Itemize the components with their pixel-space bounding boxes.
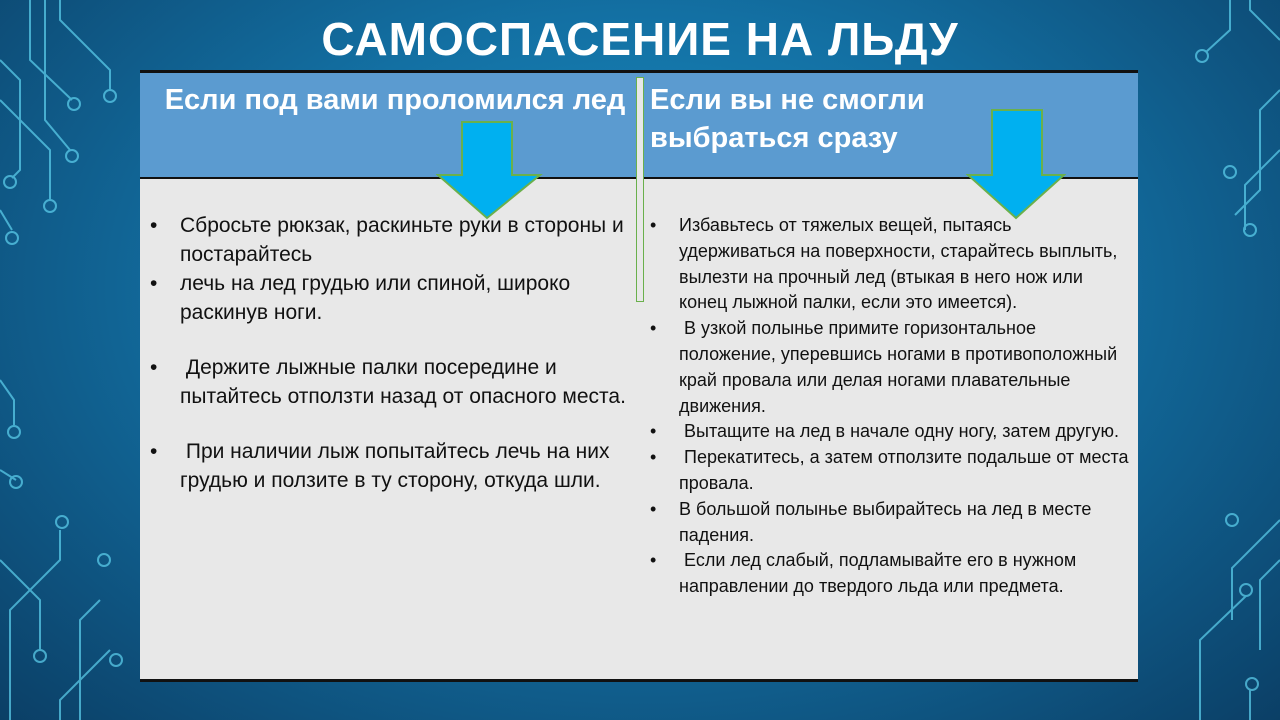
list-item-text: В узкой полынье примите горизонтальное положение, уперевшись ногами в противоположный край провала или делая ногами плавательные движения. bbox=[679, 318, 1123, 416]
list-item-text: лечь на лед грудью или спиной, широко раскинув ноги. bbox=[180, 272, 571, 324]
left-column-header: Если под вами проломился лед bbox=[164, 84, 626, 116]
list-item bbox=[140, 211, 630, 269]
list-item-text: Если лед слабый, подламывайте его в нужном направлении до твердого льда или предмета. bbox=[679, 550, 1082, 597]
column-divider bbox=[636, 77, 644, 302]
bullet: • bbox=[650, 318, 657, 339]
bullet: • bbox=[650, 447, 657, 468]
list-item-text: Перекатитесь, а затем отползите подальше от места провала. bbox=[679, 447, 1134, 493]
list-item-text: Держите лыжные палки посередине и пытайтесь отползти назад от опасного места. bbox=[180, 356, 626, 408]
list-item bbox=[650, 497, 1130, 549]
list-item bbox=[650, 445, 1134, 497]
bullet: • bbox=[150, 440, 158, 463]
list-item bbox=[650, 316, 1130, 419]
list-item-text: Вытащите на лед в начале одну ногу, затем другую. bbox=[679, 421, 1119, 442]
bullet: • bbox=[650, 215, 657, 235]
right-column-list bbox=[650, 213, 1134, 600]
list-item-text: При наличии лыж попытайтесь лечь на них грудью и ползите в ту сторону, откуда шли. bbox=[180, 440, 616, 492]
bullet: • bbox=[150, 272, 158, 295]
list-item bbox=[140, 269, 630, 327]
spacer bbox=[140, 327, 630, 353]
left-column-list bbox=[140, 211, 630, 495]
bullet: • bbox=[150, 214, 158, 237]
list-item bbox=[650, 419, 1130, 445]
bullet: • bbox=[650, 498, 657, 519]
list-item bbox=[650, 548, 1130, 600]
list-item-text: Сбросьте рюкзак, раскиньте руки в стороны и постарайтесь bbox=[180, 214, 624, 266]
bullet: • bbox=[650, 421, 657, 442]
list-item bbox=[650, 213, 1130, 316]
right-column-header: Если вы не смогли выбраться сразу bbox=[650, 84, 925, 154]
list-item bbox=[140, 353, 630, 411]
bullet: • bbox=[150, 356, 158, 379]
info-table bbox=[140, 70, 1138, 682]
down-arrow-icon bbox=[436, 121, 544, 221]
down-arrow-icon bbox=[966, 109, 1066, 221]
page-title: САМОСПАСЕНИЕ НА ЛЬДУ bbox=[321, 13, 959, 65]
list-item bbox=[140, 437, 630, 495]
list-item-text: Избавьтесь от тяжелых вещей, пытаясь удерживаться на поверхности, старайтесь выплыть, вылезти на прочный лед (втыкая в него нож или конец лыжной палки, если это имеется). bbox=[679, 215, 1118, 313]
bullet: • bbox=[650, 550, 657, 571]
list-item-text: В большой полынье выбирайтесь на лед в месте падения. bbox=[679, 498, 1092, 545]
spacer bbox=[140, 411, 630, 437]
